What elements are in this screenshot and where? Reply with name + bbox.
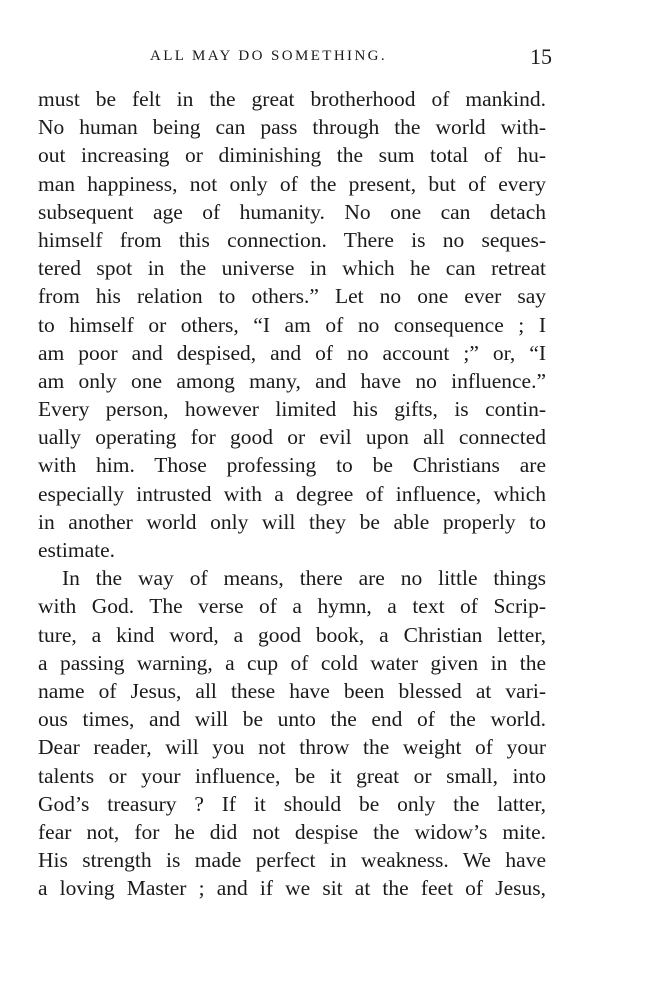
text-line: man happiness, not only of the present, but of every	[38, 171, 546, 196]
text-line: from his relation to others.” Let no one ever say	[38, 284, 546, 309]
text-line: estimate.	[38, 538, 116, 562]
text-line: subsequent age of humanity. No one can detach	[38, 199, 546, 224]
text-line: must be felt in the great brotherhood of mankind.	[38, 87, 546, 111]
text-line: with him. Those professing to be Christians are	[38, 453, 546, 478]
text-line: with God. The verse of a hymn, a text of Scrip-	[38, 594, 546, 619]
text-line: talents or your influence, be it great or small, into	[38, 763, 546, 788]
text-line: himself from this connection. There is no seques-	[38, 227, 546, 252]
text-line: In the way of means, there are no little things	[62, 566, 546, 591]
body-text	[38, 85, 546, 902]
text-line: a passing warning, a cup of cold water given in the	[38, 650, 546, 675]
text-line: Dear reader, will you not throw the weight of your	[38, 735, 546, 760]
text-line: especially intrusted with a degree of influence, which	[38, 481, 546, 506]
text-line: am only one among many, and have no influence.”	[38, 368, 546, 393]
text-line: am poor and despised, and of no account ;” or, “I	[38, 340, 546, 365]
paragraph-2	[38, 564, 546, 902]
running-title: ALL MAY DO SOMETHING.	[150, 48, 388, 64]
paragraph-1	[38, 85, 546, 564]
text-line: ually operating for good or evil upon all connected	[38, 425, 546, 450]
text-line: God’s treasury ? If it should be only the latter,	[38, 791, 546, 816]
text-line: ture, a kind word, a good book, a Christian letter,	[38, 622, 546, 647]
text-line: a loving Master ; and if we sit at the feet of Jesus,	[38, 876, 546, 901]
page-number: 15	[530, 44, 552, 69]
text-line: ous times, and will be unto the end of the world.	[38, 707, 546, 732]
text-line: Every person, however limited his gifts, is contin-	[38, 397, 546, 422]
text-line: in another world only will they be able properly to	[38, 509, 546, 534]
text-line: fear not, for he did not despise the widow’s mite.	[38, 819, 546, 844]
text-line: No human being can pass through the world with-	[38, 115, 546, 140]
text-line: name of Jesus, all these have been blessed at vari-	[38, 678, 546, 703]
running-head	[38, 44, 552, 70]
text-line: out increasing or diminishing the sum total of hu-	[38, 143, 546, 168]
text-line: His strength is made perfect in weakness. We have	[38, 848, 546, 873]
text-line: to himself or others, “I am of no consequence ; I	[38, 312, 546, 337]
text-line: tered spot in the universe in which he can retreat	[38, 256, 546, 281]
